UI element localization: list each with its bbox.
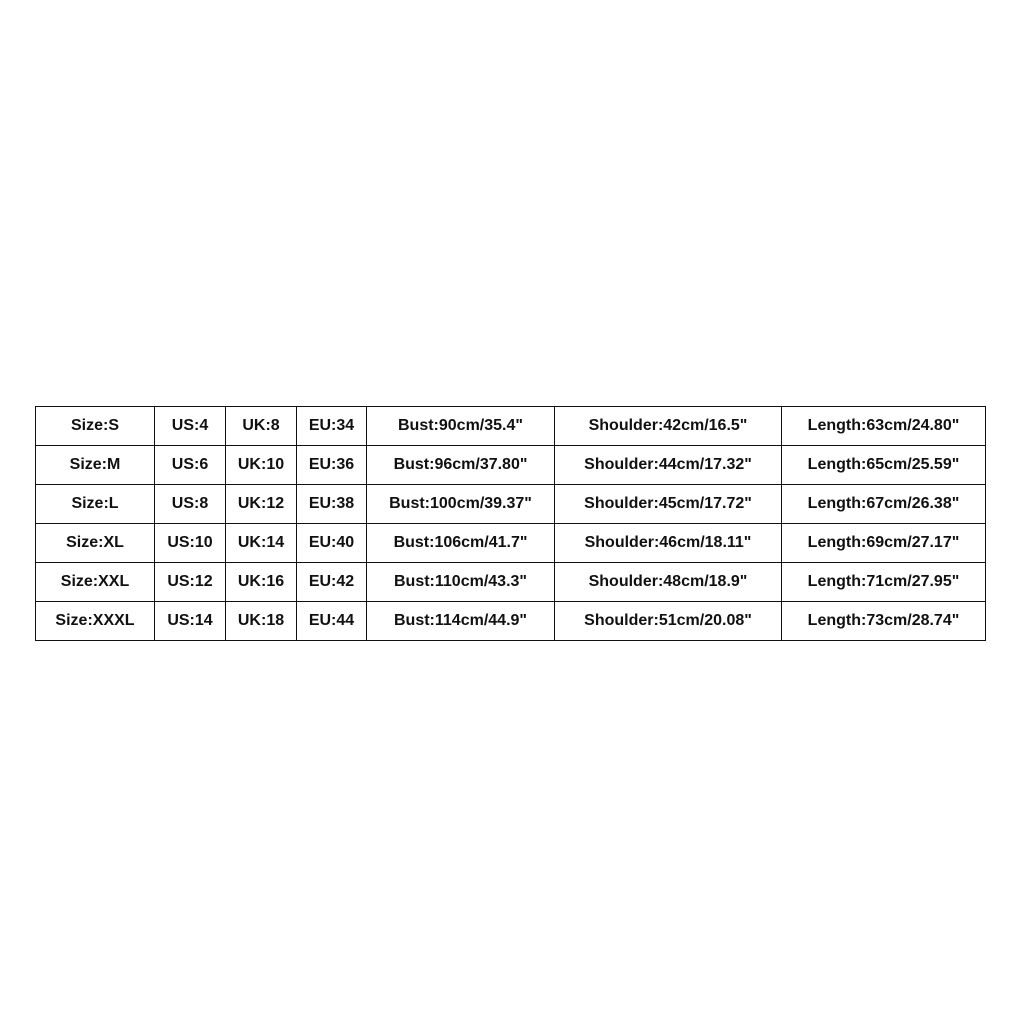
length-cell: Length:71cm/27.95" bbox=[782, 563, 986, 602]
length-cell: Length:65cm/25.59" bbox=[782, 446, 986, 485]
shoulder-cell: Shoulder:45cm/17.72" bbox=[555, 485, 782, 524]
eu-size-cell: EU:36 bbox=[297, 446, 367, 485]
us-size-cell: US:14 bbox=[155, 602, 226, 641]
uk-size-cell: UK:16 bbox=[226, 563, 297, 602]
size-cell: Size:M bbox=[36, 446, 155, 485]
bust-cell: Bust:106cm/41.7" bbox=[367, 524, 555, 563]
size-cell: Size:L bbox=[36, 485, 155, 524]
length-cell: Length:69cm/27.17" bbox=[782, 524, 986, 563]
size-cell: Size:XL bbox=[36, 524, 155, 563]
uk-size-cell: UK:18 bbox=[226, 602, 297, 641]
table-row bbox=[36, 524, 986, 563]
bust-cell: Bust:114cm/44.9" bbox=[367, 602, 555, 641]
bust-cell: Bust:90cm/35.4" bbox=[367, 407, 555, 446]
bust-cell: Bust:110cm/43.3" bbox=[367, 563, 555, 602]
eu-size-cell: EU:44 bbox=[297, 602, 367, 641]
eu-size-cell: EU:38 bbox=[297, 485, 367, 524]
shoulder-cell: Shoulder:42cm/16.5" bbox=[555, 407, 782, 446]
size-cell: Size:S bbox=[36, 407, 155, 446]
shoulder-cell: Shoulder:44cm/17.32" bbox=[555, 446, 782, 485]
shoulder-cell: Shoulder:51cm/20.08" bbox=[555, 602, 782, 641]
table-row bbox=[36, 407, 986, 446]
us-size-cell: US:4 bbox=[155, 407, 226, 446]
table-row bbox=[36, 563, 986, 602]
us-size-cell: US:8 bbox=[155, 485, 226, 524]
uk-size-cell: UK:10 bbox=[226, 446, 297, 485]
us-size-cell: US:12 bbox=[155, 563, 226, 602]
us-size-cell: US:10 bbox=[155, 524, 226, 563]
eu-size-cell: EU:40 bbox=[297, 524, 367, 563]
size-cell: Size:XXL bbox=[36, 563, 155, 602]
table-row bbox=[36, 485, 986, 524]
uk-size-cell: UK:14 bbox=[226, 524, 297, 563]
size-chart-table bbox=[35, 406, 986, 641]
bust-cell: Bust:100cm/39.37" bbox=[367, 485, 555, 524]
size-cell: Size:XXXL bbox=[36, 602, 155, 641]
eu-size-cell: EU:42 bbox=[297, 563, 367, 602]
length-cell: Length:63cm/24.80" bbox=[782, 407, 986, 446]
eu-size-cell: EU:34 bbox=[297, 407, 367, 446]
bust-cell: Bust:96cm/37.80" bbox=[367, 446, 555, 485]
length-cell: Length:67cm/26.38" bbox=[782, 485, 986, 524]
us-size-cell: US:6 bbox=[155, 446, 226, 485]
shoulder-cell: Shoulder:46cm/18.11" bbox=[555, 524, 782, 563]
length-cell: Length:73cm/28.74" bbox=[782, 602, 986, 641]
table-row bbox=[36, 602, 986, 641]
uk-size-cell: UK:12 bbox=[226, 485, 297, 524]
table-row bbox=[36, 446, 986, 485]
uk-size-cell: UK:8 bbox=[226, 407, 297, 446]
shoulder-cell: Shoulder:48cm/18.9" bbox=[555, 563, 782, 602]
